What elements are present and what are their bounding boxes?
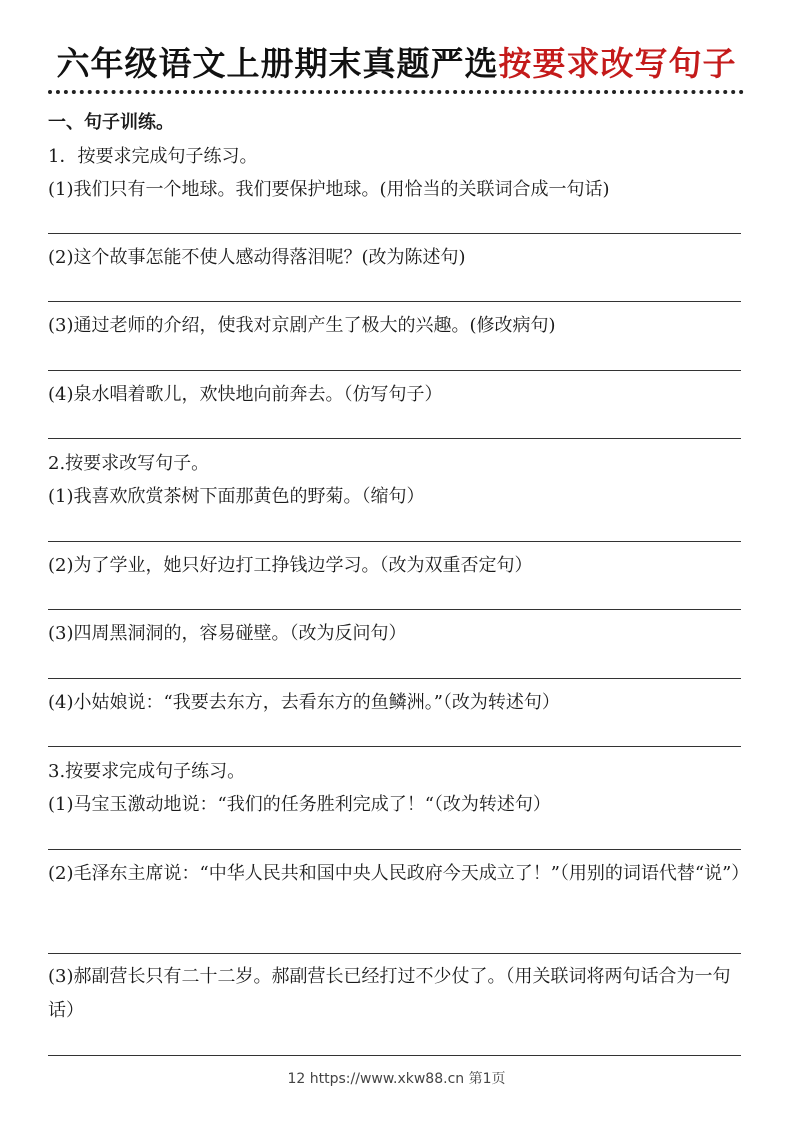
page-title: [0, 38, 793, 85]
question-2-2: (2)为了学业，她只好边打工挣钱边学习。（改为双重否定句）: [48, 555, 533, 576]
question-2-1: (1)我喜欢欣赏茶树下面那黄色的野菊。（缩句）: [48, 486, 425, 507]
group-heading-2: 2.按要求改写句子。: [48, 453, 210, 474]
question-1-1: (1)我们只有一个地球。我们要保护地球。(用恰当的关联词合成一句话): [48, 179, 610, 200]
question-2-3: (3)四周黑洞洞的，容易碰壁。（改为反问句）: [48, 623, 407, 644]
answer-line-2-1[interactable]: [48, 541, 741, 542]
question-3-3: (3)郝副营长只有二十二岁。郝副营长已经打过不少仗了。（用关联词将两句话合为一句话）: [48, 966, 731, 1021]
group-heading-1: 1．按要求完成句子练习。: [48, 146, 258, 167]
title-divider: [48, 90, 744, 94]
answer-line-3-1[interactable]: [48, 849, 741, 850]
answer-line-2-4[interactable]: [48, 746, 741, 747]
answer-line-1-4[interactable]: [48, 438, 741, 439]
answer-line-1-3[interactable]: [48, 370, 741, 371]
question-2-4: (4)小姑娘说：“我要去东方，去看东方的鱼鳞洲。”（改为转述句）: [48, 692, 560, 713]
answer-line-2-2[interactable]: [48, 609, 741, 610]
question-1-2: (2)这个故事怎能不使人感动得落泪呢？(改为陈述句): [48, 247, 466, 268]
title-highlight: 按要求改写句子: [498, 44, 737, 83]
title-main: 六年级语文上册期末真题严选: [56, 44, 499, 83]
answer-line-2-3[interactable]: [48, 678, 741, 679]
answer-line-3-3[interactable]: [48, 1055, 741, 1056]
question-1-3: (3)通过老师的介绍，使我对京剧产生了极大的兴趣。(修改病句): [48, 315, 556, 336]
question-3-2: (2)毛泽东主席说：“中华人民共和国中央人民政府今天成立了！”（用别的词语代替“说”）: [48, 863, 750, 884]
answer-line-1-2[interactable]: [48, 301, 741, 302]
question-1-4: (4)泉水唱着歌儿，欢快地向前奔去。（仿写句子）: [48, 384, 443, 405]
answer-line-1-1[interactable]: [48, 233, 741, 234]
group-heading-3: 3.按要求完成句子练习。: [48, 761, 246, 782]
question-3-1: (1)马宝玉激动地说：“我们的任务胜利完成了！“（改为转述句）: [48, 794, 551, 815]
page-footer: 12 https://www.xkw88.cn 第1页: [287, 1071, 506, 1087]
section-heading: 一、句子训练。: [48, 112, 174, 133]
answer-line-3-2[interactable]: [48, 953, 741, 954]
